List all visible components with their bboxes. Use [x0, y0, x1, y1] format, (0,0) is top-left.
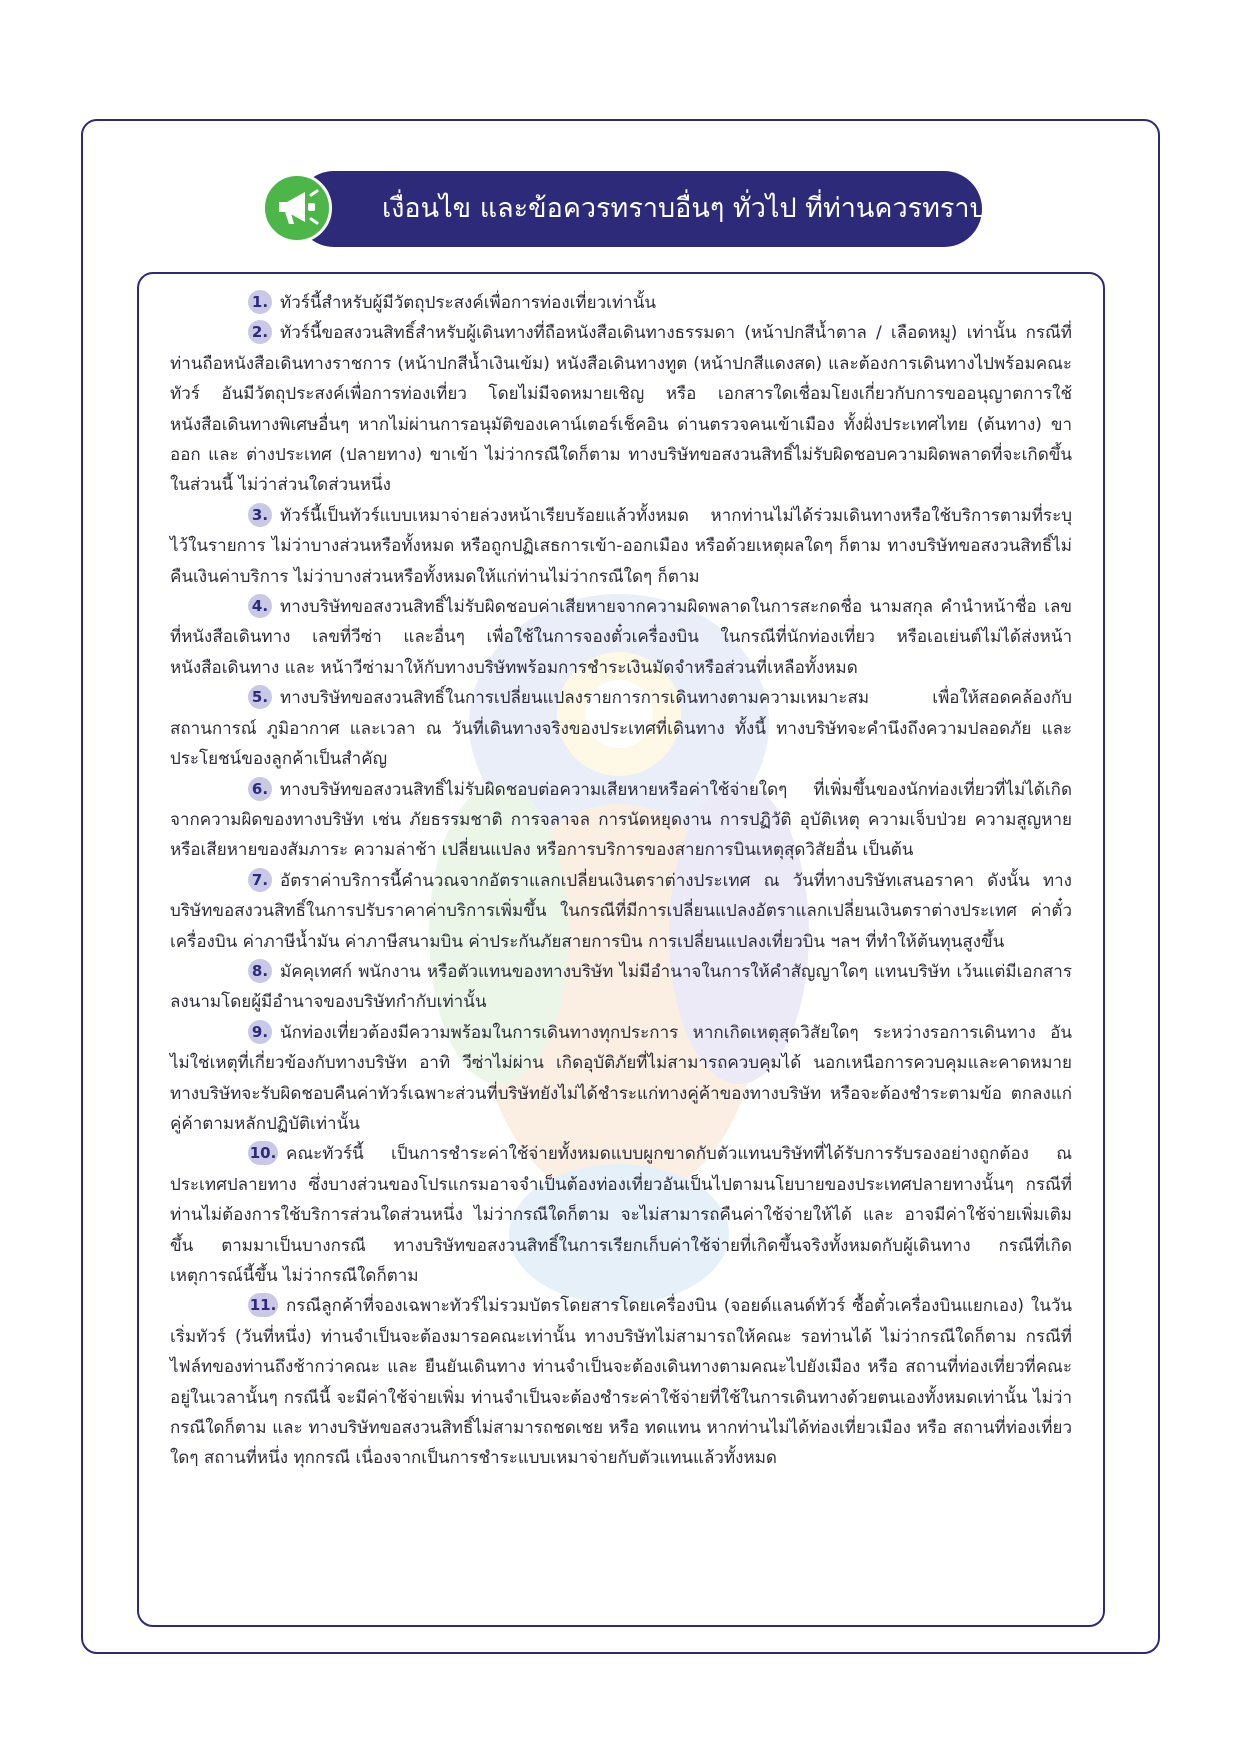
item-number-badge: 4. — [248, 594, 272, 618]
conditions-panel — [137, 272, 1105, 1627]
item-text: ทัวร์นี้ขอสงวนสิทธิ์สำหรับผู้เดินทางที่ถือหนังสือเดินทางธรรมดา (หน้าปกสีน้ำตาล / เลือดหมู) เท่านั้น กรณีที่ท่านถือหนังสือเดินทางราชการ (หน้าปกสีน้ำเงินเข้ม) หนังสือเดินทางทูต (หน้าปกสีแดงสด) และต้องการเดินทางไปพร้อมคณะทัวร์ อันมีวัตถุประสงค์เพื่อการท่องเที่ยว โดยไม่มีจดหมายเชิญ หรือ เอกสารใดเชื่อมโยงเกี่ยวกับการขออนุญาตการใช้หนังสือเดินทางพิเศษอื่นๆ หากไม่ผ่านการอนุมัติของเคาน์เตอร์เช็คอิน ด่านตรวจคนเข้าเมือง ทั้งฝั่งประเทศไทย (ต้นทาง) ขาออก และ ต่างประเทศ (ปลายทาง) ขาเข้า ไม่ว่ากรณีใดก็ตาม ทางบริษัทขอสงวนสิทธิ์ไม่รับผิดชอบความผิดพลาดที่จะเกิดขึ้นในส่วนนี้ ไม่ว่าส่วนใดส่วนหนึ่ง — [170, 323, 1072, 496]
title-banner — [262, 171, 987, 247]
list-item — [170, 866, 1072, 957]
item-number-badge: 7. — [248, 868, 272, 892]
item-number-badge: 1. — [248, 290, 272, 314]
conditions-list — [170, 288, 1072, 1474]
title-banner-pill — [296, 171, 987, 247]
list-item — [170, 592, 1072, 683]
item-number-badge: 5. — [248, 685, 272, 709]
list-item — [170, 318, 1072, 500]
item-text: อัตราค่าบริการนี้คำนวณจากอัตราแลกเปลี่ยนเงินตราต่างประเทศ ณ วันที่ทางบริษัทเสนอราคา ดังนั้น ทางบริษัทขอสงวนสิทธิ์ในการปรับราคาค่าบริการเพิ่มขึ้น ในกรณีที่มีการเปลี่ยนแปลงอัตราแลกเปลี่ยนเงินตราต่างประเทศ ค่าตั๋ว เครื่องบิน ค่าภาษีน้ำมัน ค่าภาษีสนามบิน ค่าประกันภัยสายการบิน การเปลี่ยนแปลงเที่ยวบิน ฯลฯ ที่ทำให้ต้นทุนสูงขึ้น — [170, 870, 1072, 952]
item-text: คณะทัวร์นี้ เป็นการชำระค่าใช้จ่ายทั้งหมดแบบผูกขาดกับตัวแทนบริษัทที่ได้รับการรับรองอย่างถูกต้อง ณ ประเทศปลายทาง ซึ่งบางส่วนของโปรแกรมอาจจำเป็นต้องท่องเที่ยวอันเป็นไปตามนโยบายของประเทศปลายทางนั้นๆ กรณีที่ท่านไม่ต้องการใช้บริการส่วนใดส่วนหนึ่ง ไม่ว่ากรณีใดก็ตาม จะไม่สามารถคืนค่าใช้จ่ายให้ได้ และ อาจมีค่าใช้จ่ายเพิ่มเติมขึ้น ตามมาเป็นบางกรณี ทางบริษัทขอสงวนสิทธิ์ในการเรียกเก็บค่าใช้จ่ายที่เกิดขึ้นจริงทั้งหมดกับผู้เดินทาง กรณีที่เกิดเหตุการณ์นี้ขึ้น ไม่ว่ากรณีใดก็ตาม — [170, 1144, 1072, 1286]
item-text: ทัวร์นี้สำหรับผู้มีวัตถุประสงค์เพื่อการท่องเที่ยวเท่านั้น — [280, 293, 656, 313]
list-item — [170, 501, 1072, 592]
list-item — [170, 288, 1072, 318]
item-number-badge: 3. — [248, 503, 272, 527]
list-item — [170, 957, 1072, 1018]
item-number-badge: 9. — [248, 1020, 272, 1044]
megaphone-badge — [262, 173, 332, 243]
list-item — [170, 1291, 1072, 1473]
item-number-badge: 10. — [248, 1141, 278, 1165]
item-number-badge: 11. — [248, 1293, 278, 1317]
page-title: เงื่อนไข และข้อควรทราบอื่นๆ ทั่วไป ที่ท่านควรทราบ — [382, 193, 987, 224]
item-text: ทัวร์นี้เป็นทัวร์แบบเหมาจ่ายล่วงหน้าเรียบร้อยแล้วทั้งหมด หากท่านไม่ได้ร่วมเดินทางหรือใช้บริการตามที่ระบุไว้ในรายการ ไม่ว่าบางส่วนหรือทั้งหมด หรือถูกปฏิเสธการเข้า-ออกเมือง หรือด้วยเหตุผลใดๆ ก็ตาม ทางบริษัทขอสงวนสิทธิ์ไม่คืนเงินค่าบริการ ไม่ว่าบางส่วนหรือทั้งหมดให้แก่ท่านไม่ว่ากรณีใดๆ ก็ตาม — [170, 505, 1072, 587]
item-text: ทางบริษัทขอสงวนสิทธิ์ในการเปลี่ยนแปลงรายการการเดินทางตามความเหมาะสม เพื่อให้สอดคล้องกับ สถานการณ์ ภูมิอากาศ และเวลา ณ วันที่เดินทางจริงของประเทศที่เดินทาง ทั้งนี้ ทางบริษัทจะคำนึงถึงความปลอดภัย และ ประโยชน์ของลูกค้าเป็นสำคัญ — [170, 688, 1072, 770]
item-text: กรณีลูกค้าที่จองเฉพาะทัวร์ไม่รวมบัตรโดยสารโดยเครื่องบิน (จอยด์แลนด์ทัวร์ ซื้อตั๋วเครื่องบินแยกเอง) ในวันเริ่มทัวร์ (วันที่หนึ่ง) ท่านจำเป็นจะต้องมารอคณะเท่านั้น ทางบริษัทไม่สามารถให้คณะ รอท่านได้ ไม่ว่ากรณีใดก็ตาม กรณีที่ไฟล์ทของท่านถึงช้ากว่าคณะ และ ยืนยันเดินทาง ท่านจำเป็นจะต้องเดินทางตามคณะไปยังเมือง หรือ สถานที่ท่องเที่ยวที่คณะอยู่ในเวลานั้นๆ กรณีนี้ จะมีค่าใช้จ่ายเพิ่ม ท่านจำเป็นจะต้องชำระค่าใช้จ่ายที่ใช้ในการเดินทางด้วยตนเองทั้งหมดเท่านั้น ไม่ว่า กรณีใดก็ตาม และ ทางบริษัทขอสงวนสิทธิ์ไม่สามารถชดเชย หรือ ทดแทน หากท่านไม่ได้ท่องเที่ยวเมือง หรือ สถานที่ท่องเที่ยวใดๆ สถานที่หนึ่ง ทุกกรณี เนื่องจากเป็นการชำระแบบเหมาจ่ายกับตัวแทนแล้วทั้งหมด — [170, 1296, 1072, 1469]
list-item — [170, 1139, 1072, 1291]
item-number-badge: 8. — [248, 959, 272, 983]
item-text: ทางบริษัทขอสงวนสิทธิ์ไม่รับผิดชอบค่าเสียหายจากความผิดพลาดในการสะกดชื่อ นามสกุล คำนำหน้าชื่อ เลขที่หนังสือเดินทาง เลขที่วีซ่า และอื่นๆ เพื่อใช้ในการจองตั๋วเครื่องบิน ในกรณีที่นักท่องเที่ยว หรือเอเย่นต์ไม่ได้ส่งหน้าหนังสือเดินทาง และ หน้าวีซ่ามาให้กับทางบริษัทพร้อมการชำระเงินมัดจำหรือส่วนที่เหลือทั้งหมด — [170, 597, 1072, 678]
list-item — [170, 1018, 1072, 1140]
item-number-badge: 2. — [248, 320, 272, 344]
item-text: มัคคุเทศก์ พนักงาน หรือตัวแทนของทางบริษัท ไม่มีอำนาจในการให้คำสัญญาใดๆ แทนบริษัท เว้นแต่มีเอกสารลงนามโดยผู้มีอำนาจของบริษัทกำกับเท่านั้น — [170, 961, 1072, 1013]
megaphone-icon — [275, 188, 321, 228]
list-item — [170, 775, 1072, 866]
item-text: ทางบริษัทขอสงวนสิทธิ์ไม่รับผิดชอบต่อความเสียหายหรือค่าใช้จ่ายใดๆ ที่เพิ่มขึ้นของนักท่องเที่ยวที่ไม่ได้เกิดจากความผิดของทางบริษัท เช่น ภัยธรรมชาติ การจลาจล การนัดหยุดงาน การปฏิวัติ อุบัติเหตุ ความเจ็บป่วย ความสูญหายหรือเสียหายของสัมภาระ ความล่าช้า เปลี่ยนแปลง หรือการบริการของสายการบินเหตุสุดวิสัยอื่น เป็นต้น — [170, 779, 1072, 861]
list-item — [170, 683, 1072, 774]
item-number-badge: 6. — [248, 777, 272, 801]
item-text: นักท่องเที่ยวต้องมีความพร้อมในการเดินทางทุกประการ หากเกิดเหตุสุดวิสัยใดๆ ระหว่างรอการเดินทาง อันไม่ใช่เหตุที่เกี่ยวข้องกับทางบริษัท อาทิ วีซ่าไม่ผ่าน เกิดอุบัติภัยที่ไม่สามารถควบคุมได้ นอกเหนือการควบคุมและคาดหมาย ทางบริษัทจะรับผิดชอบคืนค่าทัวร์เฉพาะส่วนที่บริษัทยังไม่ได้ชำระแก่ทางคู่ค้าของทางบริษัท หรือจะต้องชำระตามข้อ ตกลงแก่คู่ค้าตามหลักปฏิบัติเท่านั้น — [170, 1022, 1072, 1134]
